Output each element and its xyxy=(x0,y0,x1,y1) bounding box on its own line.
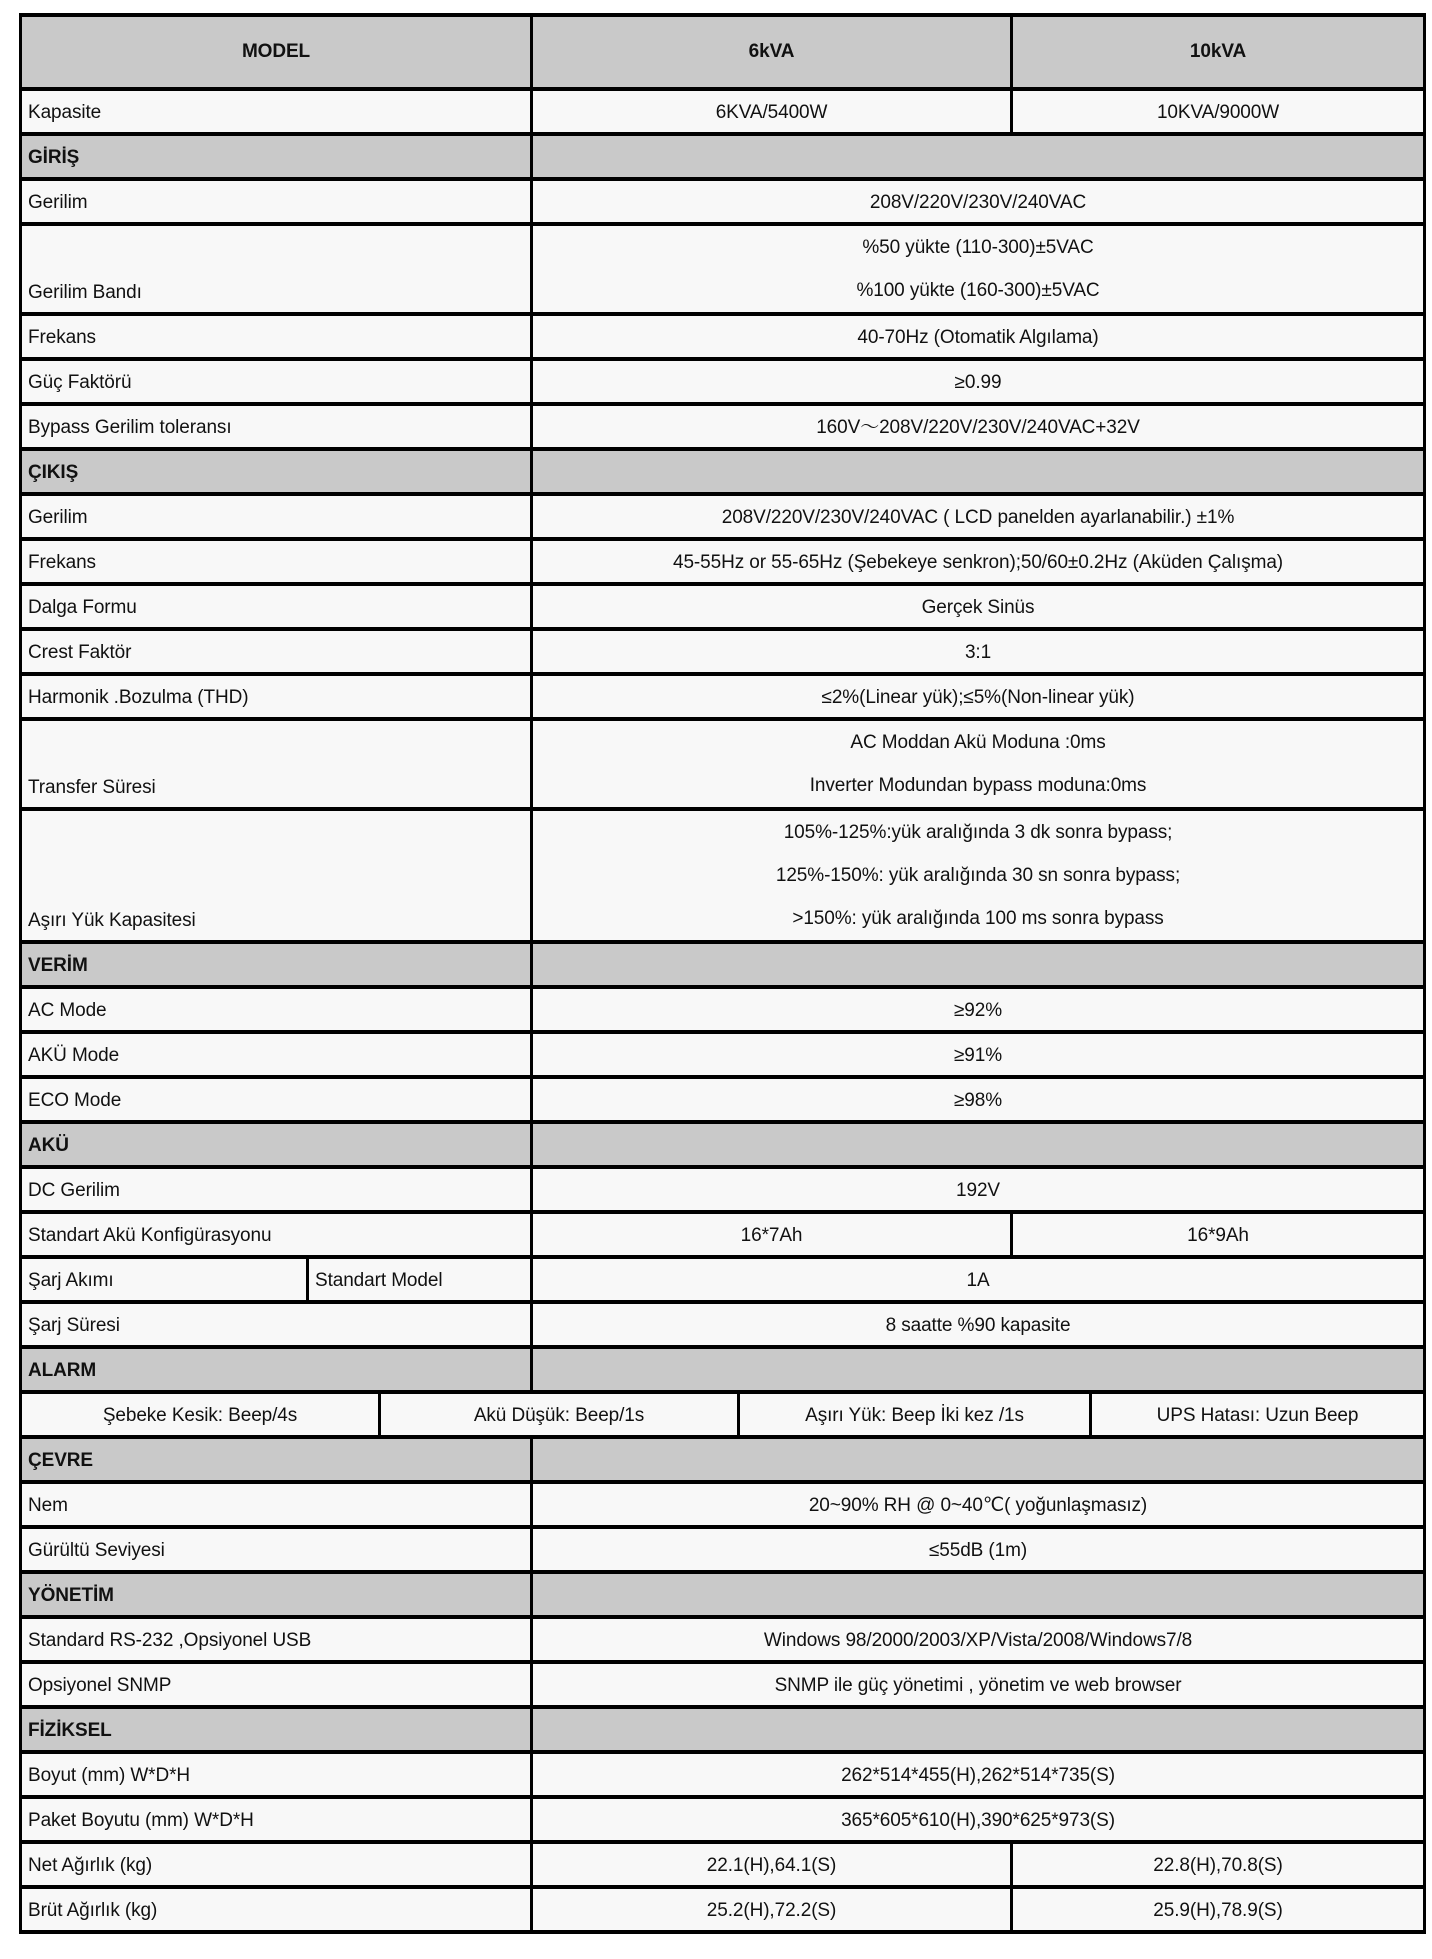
row-sarj-suresi xyxy=(21,1302,1425,1347)
row-ac-mode xyxy=(21,987,1425,1032)
section-cikis xyxy=(21,449,1425,494)
row-bypass-tolerans xyxy=(21,404,1425,449)
row-boyut xyxy=(21,1752,1425,1797)
section-alarm xyxy=(21,1347,1425,1392)
gurultu-value: ≤55dB (1m) xyxy=(532,1527,1425,1572)
cikis-section-title: ÇIKIŞ xyxy=(21,449,532,494)
standart-aku-10kva-value: 16*9Ah xyxy=(1012,1212,1425,1257)
row-brut-agirlik xyxy=(21,1887,1425,1932)
row-eco-mode xyxy=(21,1077,1425,1122)
section-cevre xyxy=(21,1437,1425,1482)
asiri-yuk-label: Aşırı Yük Kapasitesi xyxy=(21,809,532,942)
bypass-tolerans-label: Bypass Gerilim toleransı xyxy=(21,404,532,449)
value-line-1: 105%-125%:yük aralığında 3 dk sonra bypass; xyxy=(783,822,1173,843)
section-aku xyxy=(21,1122,1425,1167)
alarm-asiri-yuk: Aşırı Yük: Beep İki kez /1s xyxy=(739,1392,1091,1437)
yonetim-section-spacer xyxy=(532,1572,1425,1617)
paket-boyutu-value: 365*605*610(H),390*625*973(S) xyxy=(532,1797,1425,1842)
row-gerilim-bandi xyxy=(21,224,1425,314)
ac-mode-label: AC Mode xyxy=(21,987,532,1032)
row-snmp xyxy=(21,1662,1425,1707)
row-harmonik-thd xyxy=(21,674,1425,719)
giris-frekans-label: Frekans xyxy=(21,314,532,359)
value-line-1: %50 yükte (110-300)±5VAC xyxy=(862,237,1094,258)
crest-faktor-label: Crest Faktör xyxy=(21,629,532,674)
crest-faktor-value: 3:1 xyxy=(532,629,1425,674)
boyut-value: 262*514*455(H),262*514*735(S) xyxy=(532,1752,1425,1797)
sarj-suresi-label: Şarj Süresi xyxy=(21,1302,532,1347)
giris-gerilim-label: Gerilim xyxy=(21,179,532,224)
alarm-section-spacer xyxy=(532,1347,1425,1392)
nem-value: 20~90% RH @ 0~40℃( yoğunlaşmasız) xyxy=(532,1482,1425,1527)
row-aku-mode xyxy=(21,1032,1425,1077)
giris-frekans-value: 40-70Hz (Otomatik Algılama) xyxy=(532,314,1425,359)
brut-agirlik-label: Brüt Ağırlık (kg) xyxy=(21,1887,532,1932)
cikis-gerilim-value: 208V/220V/230V/240VAC ( LCD panelden ayarlanabilir.) ±1% xyxy=(532,494,1425,539)
harmonik-thd-value: ≤2%(Linear yük);≤5%(Non-linear yük) xyxy=(532,674,1425,719)
verim-section-spacer xyxy=(532,942,1425,987)
dc-gerilim-value: 192V xyxy=(532,1167,1425,1212)
verim-section-title: VERİM xyxy=(21,942,532,987)
cikis-frekans-value: 45-55Hz or 55-65Hz (Şebekeye senkron);50/60±0.2Hz (Aküden Çalışma) xyxy=(532,539,1425,584)
dalga-formu-label: Dalga Formu xyxy=(21,584,532,629)
brut-agirlik-10kva-value: 25.9(H),78.9(S) xyxy=(1012,1887,1425,1932)
row-sarj-akimi xyxy=(21,1257,1425,1302)
table-header-row xyxy=(21,15,1425,89)
cikis-gerilim-label: Gerilim xyxy=(21,494,532,539)
row-giris-gerilim xyxy=(21,179,1425,224)
row-nem xyxy=(21,1482,1425,1527)
harmonik-thd-label: Harmonik .Bozulma (THD) xyxy=(21,674,532,719)
row-cikis-frekans xyxy=(21,539,1425,584)
section-verim xyxy=(21,942,1425,987)
net-agirlik-label: Net Ağırlık (kg) xyxy=(21,1842,532,1887)
guc-faktoru-value: ≥0.99 xyxy=(532,359,1425,404)
sarj-akimi-sublabel: Standart Model xyxy=(308,1257,532,1302)
standart-aku-6kva-value: 16*7Ah xyxy=(532,1212,1012,1257)
section-yonetim xyxy=(21,1572,1425,1617)
row-dalga-formu xyxy=(21,584,1425,629)
ac-mode-value: ≥92% xyxy=(532,987,1425,1032)
bypass-tolerans-value: 160V～208V/220V/230V/240VAC+32V xyxy=(532,404,1425,449)
alarm-sebeke-kesik: Şebeke Kesik: Beep/4s xyxy=(21,1392,380,1437)
aku-mode-value: ≥91% xyxy=(532,1032,1425,1077)
alarm-ups-hatasi: UPS Hatası: Uzun Beep xyxy=(1091,1392,1425,1437)
row-crest-faktor xyxy=(21,629,1425,674)
kapasite-label: Kapasite xyxy=(21,89,532,134)
brut-agirlik-6kva-value: 25.2(H),72.2(S) xyxy=(532,1887,1012,1932)
transfer-suresi-label: Transfer Süresi xyxy=(21,719,532,809)
header-model: MODEL xyxy=(21,15,532,89)
value-line-2: %100 yükte (160-300)±5VAC xyxy=(856,280,1100,301)
guc-faktoru-label: Güç Faktörü xyxy=(21,359,532,404)
cikis-frekans-label: Frekans xyxy=(21,539,532,584)
alarm-aku-dusuk: Akü Düşük: Beep/1s xyxy=(380,1392,739,1437)
aku-mode-label: AKÜ Mode xyxy=(21,1032,532,1077)
row-cikis-gerilim xyxy=(21,494,1425,539)
standart-aku-label: Standart Akü Konfigürasyonu xyxy=(21,1212,532,1257)
row-giris-frekans xyxy=(21,314,1425,359)
net-agirlik-6kva-value: 22.1(H),64.1(S) xyxy=(532,1842,1012,1887)
kapasite-6kva-value: 6KVA/5400W xyxy=(532,89,1012,134)
nem-label: Nem xyxy=(21,1482,532,1527)
net-agirlik-10kva-value: 22.8(H),70.8(S) xyxy=(1012,1842,1425,1887)
cevre-section-title: ÇEVRE xyxy=(21,1437,532,1482)
snmp-label: Opsiyonel SNMP xyxy=(21,1662,532,1707)
paket-boyutu-label: Paket Boyutu (mm) W*D*H xyxy=(21,1797,532,1842)
fiziksel-section-spacer xyxy=(532,1707,1425,1752)
sarj-akimi-label: Şarj Akımı xyxy=(21,1257,308,1302)
ups-spec-table xyxy=(19,13,1426,1934)
row-kapasite xyxy=(21,89,1425,134)
aku-section-title: AKÜ xyxy=(21,1122,532,1167)
eco-mode-label: ECO Mode xyxy=(21,1077,532,1122)
gerilim-bandi-label: Gerilim Bandı xyxy=(21,224,532,314)
giris-gerilim-value: 208V/220V/230V/240VAC xyxy=(532,179,1425,224)
header-10kva: 10kVA xyxy=(1012,15,1425,89)
row-asiri-yuk-kapasitesi xyxy=(21,809,1425,942)
row-paket-boyutu xyxy=(21,1797,1425,1842)
boyut-label: Boyut (mm) W*D*H xyxy=(21,1752,532,1797)
fiziksel-section-title: FİZİKSEL xyxy=(21,1707,532,1752)
cikis-section-spacer xyxy=(532,449,1425,494)
row-alarm-beeps xyxy=(21,1392,1425,1437)
gerilim-bandi-value xyxy=(532,224,1425,314)
rs232-label: Standard RS-232 ,Opsiyonel USB xyxy=(21,1617,532,1662)
giris-section-spacer xyxy=(532,134,1425,179)
giris-section-title: GİRİŞ xyxy=(21,134,532,179)
value-line-1: AC Moddan Akü Moduna :0ms xyxy=(850,732,1106,753)
aku-section-spacer xyxy=(532,1122,1425,1167)
section-fiziksel xyxy=(21,1707,1425,1752)
header-6kva: 6kVA xyxy=(532,15,1012,89)
eco-mode-value: ≥98% xyxy=(532,1077,1425,1122)
snmp-value: SNMP ile güç yönetimi , yönetim ve web browser xyxy=(532,1662,1425,1707)
dc-gerilim-label: DC Gerilim xyxy=(21,1167,532,1212)
alarm-section-title: ALARM xyxy=(21,1347,532,1392)
row-standart-aku-konfigurasyonu xyxy=(21,1212,1425,1257)
row-net-agirlik xyxy=(21,1842,1425,1887)
row-rs232 xyxy=(21,1617,1425,1662)
row-guc-faktoru xyxy=(21,359,1425,404)
yonetim-section-title: YÖNETİM xyxy=(21,1572,532,1617)
section-giris xyxy=(21,134,1425,179)
dalga-formu-value: Gerçek Sinüs xyxy=(532,584,1425,629)
kapasite-10kva-value: 10KVA/9000W xyxy=(1012,89,1425,134)
gurultu-label: Gürültü Seviyesi xyxy=(21,1527,532,1572)
sarj-suresi-value: 8 saatte %90 kapasite xyxy=(532,1302,1425,1347)
sarj-akimi-value: 1A xyxy=(532,1257,1425,1302)
row-gurultu-seviyesi xyxy=(21,1527,1425,1572)
value-line-2: 125%-150%: yük aralığında 30 sn sonra bypass; xyxy=(775,865,1181,886)
asiri-yuk-value xyxy=(532,809,1425,942)
value-line-3: >150%: yük aralığında 100 ms sonra bypass xyxy=(792,908,1164,929)
rs232-value: Windows 98/2000/2003/XP/Vista/2008/Windows7/8 xyxy=(532,1617,1425,1662)
cevre-section-spacer xyxy=(532,1437,1425,1482)
transfer-suresi-value xyxy=(532,719,1425,809)
value-line-2: Inverter Modundan bypass moduna:0ms xyxy=(809,775,1147,796)
row-transfer-suresi xyxy=(21,719,1425,809)
row-dc-gerilim xyxy=(21,1167,1425,1212)
